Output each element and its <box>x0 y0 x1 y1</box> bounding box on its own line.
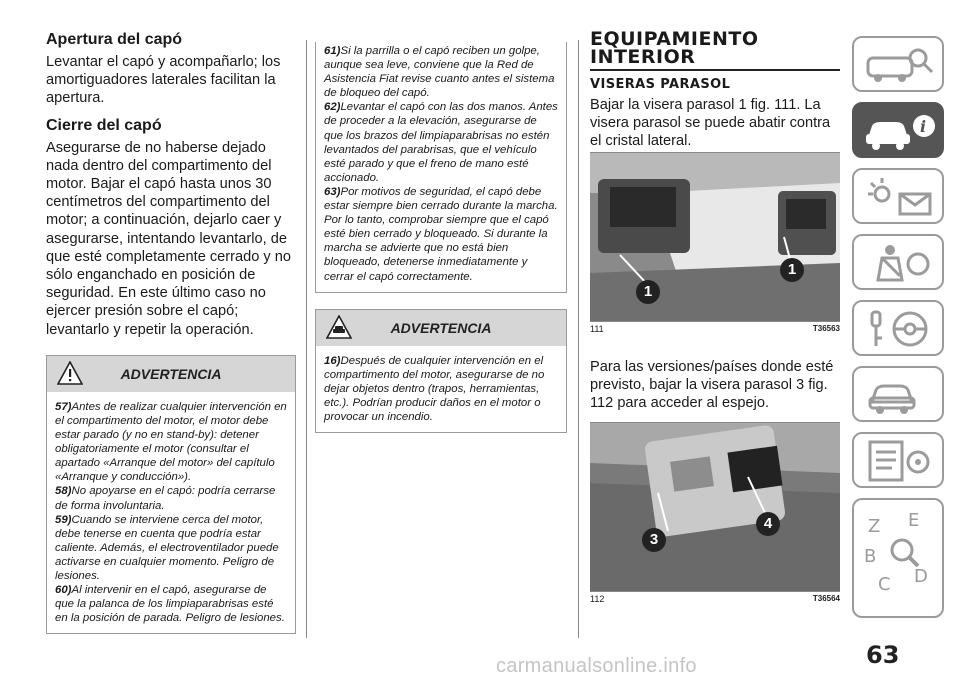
subsection-title: VISERAS PARASOL <box>590 77 731 92</box>
warning-box-hood <box>46 355 296 635</box>
callout-1a: 1 <box>636 280 660 304</box>
figure-number: 111 <box>590 324 604 334</box>
column-left <box>46 30 296 634</box>
dashboard-gauges-icon <box>862 42 938 88</box>
warning-item: 16)Después de cualquier intervención en el compartimento del motor, asegurarse de no dejar objetos dentro (trapos, herramientas, etc.). Podrían producir daños en el motor o provocar un incendio. <box>324 354 545 423</box>
car-info-icon <box>862 108 938 154</box>
tab-dashboard[interactable] <box>852 36 944 92</box>
key-steering-icon <box>862 306 938 352</box>
watermark: carmanualsonline.info <box>496 655 697 677</box>
warning-body <box>47 392 295 634</box>
svg-text:E: E <box>908 510 920 531</box>
callout-4: 4 <box>756 512 780 536</box>
note-item: 61)Si la parrilla o el capó reciben un golpe, aunque sea leve, conviene que la Red de Asistencia Fiat revise cuanto antes el sistema de bloqueo del capó. <box>324 45 555 100</box>
svg-text:Z: Z <box>868 516 881 537</box>
maintenance-list-icon <box>862 438 938 484</box>
column-middle <box>315 42 567 433</box>
warning-header <box>47 356 295 392</box>
paragraph-hood-closing: Asegurarse de no haberse dejado nada dentro del compartimento del motor. Bajar el capó hasta unos 30 centímetros del compartimento del motor; a continuación, dejarlo caer y asegurarse, intentando levantarlo, de que esté completamente cerrado y no sólo enganchado en posición de seguridad. En este último caso no ejercer presión sobre el capó; levantarlo y repetir la operación. <box>46 139 291 338</box>
warning-lights-icon <box>862 174 938 220</box>
figure-code: T36563 <box>812 324 840 333</box>
section-title-line1: EQUIPAMIENTO <box>590 28 759 50</box>
heading-hood-closing: Cierre del capó <box>46 116 162 134</box>
paragraph-hood-opening: Levantar el capó y acompañarlo; los amortiguadores laterales facilitan la apertura. <box>46 54 281 107</box>
callout-3: 3 <box>642 528 666 552</box>
warning-box-engine <box>315 309 567 433</box>
figure-111-image <box>590 153 840 321</box>
figure-rule <box>590 321 840 322</box>
tab-seat-airbag[interactable] <box>852 234 944 290</box>
tab-key-steering[interactable] <box>852 300 944 356</box>
svg-text:D: D <box>914 566 928 587</box>
note-item: 62)Levantar el capó con las dos manos. Antes de proceder a la elevación, asegurarse de que los brazos del limpiaparabrisas no estén levantados del parabrisas, que el vehículo esté parado y que el freno de mano esté accionado. <box>324 101 558 184</box>
tab-car-info[interactable] <box>852 102 944 158</box>
tab-maintenance[interactable] <box>852 432 944 488</box>
index-alphabet-icon <box>862 504 938 614</box>
car-emergency-icon <box>862 372 938 418</box>
figure-number: 112 <box>590 594 605 604</box>
warning-item: 58)No apoyarse en el capó: podría cerrarse de forma involuntaria. <box>55 485 276 512</box>
figure-code: T36564 <box>812 594 840 603</box>
warning-header <box>316 310 566 346</box>
notes-body <box>316 42 566 292</box>
column-right <box>590 30 840 159</box>
warning-item: 59)Cuando se interviene cerca del motor, debe tenerse en cuenta que podría estar caliente. Además, el electroventilador puede activarse en cualquier momento. Peligro de lesiones. <box>55 513 279 582</box>
seat-airbag-icon <box>862 240 938 286</box>
svg-text:C: C <box>878 574 891 595</box>
figure-111 <box>590 152 840 334</box>
warning-triangle-icon <box>57 361 83 385</box>
figure-rule <box>590 591 840 592</box>
column-divider <box>306 40 307 638</box>
warning-title: ADVERTENCIA <box>390 319 492 336</box>
tab-car-emergency[interactable] <box>852 366 944 422</box>
note-item: 63)Por motivos de seguridad, el capó debe estar siempre bien cerrado durante la marcha. Por lo tanto, comprobar siempre que el capó esté bien cerrado y bloqueado. Si durante la marcha se advierte que no está bien bloqueado, detenerse inmediatamente y cerrar el capó correctamente. <box>324 185 558 283</box>
figure-caption <box>590 324 840 334</box>
heading-hood-opening: Apertura del capó <box>46 31 183 48</box>
svg-text:i: i <box>920 117 927 136</box>
warning-item: 57)Antes de realizar cualquier intervención en el compartimento del motor, el motor debe estar parado (y no en stand-by): detener obligatoriamente el motor (consultar el apartado «Arranque del motor» del capítulo «Arranque y conducción»). <box>55 400 287 484</box>
figure-112-image <box>590 423 840 591</box>
warning-body <box>316 346 566 432</box>
page-number: 63 <box>866 641 900 669</box>
callout-1b: 1 <box>780 258 804 282</box>
warning-car-icon <box>326 315 352 339</box>
figure-112 <box>590 422 840 604</box>
notes-box-continued <box>315 42 567 293</box>
figure-caption <box>590 594 840 604</box>
column-divider <box>578 40 579 638</box>
warning-title: ADVERTENCIA <box>120 365 222 382</box>
title-rule <box>590 69 840 71</box>
paragraph-sun-visor: Bajar la visera parasol 1 fig. 111. La visera parasol se puede abatir contra el cristal lateral. <box>590 97 831 150</box>
svg-text:B: B <box>864 546 877 567</box>
tab-index[interactable] <box>852 498 944 618</box>
paragraph-mirror: Para las versiones/países donde esté previsto, bajar la visera parasol 3 fig. 112 para acceder al espejo. <box>590 359 834 412</box>
warning-item: 60)Al intervenir en el capó, asegurarse de que la palanca de los limpiaparabrisas esté en la posición de parada. Peligro de lesiones. <box>55 584 285 625</box>
section-title-line2: INTERIOR <box>590 46 696 68</box>
tab-warning-lights[interactable] <box>852 168 944 224</box>
